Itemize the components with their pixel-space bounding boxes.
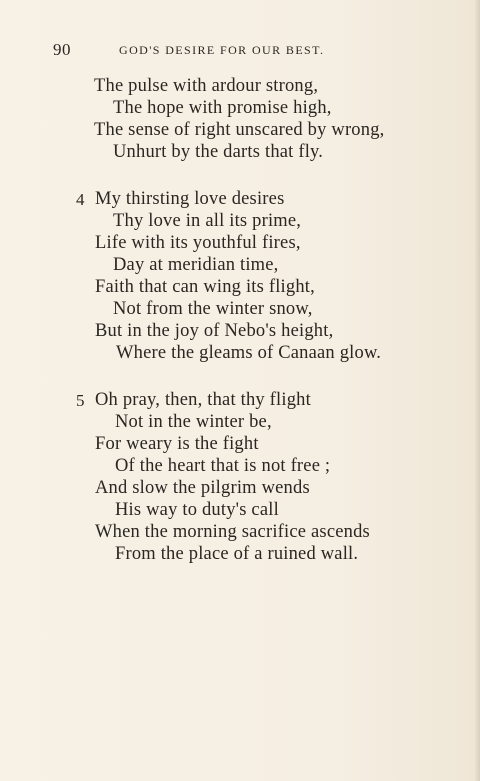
verse-line: For weary is the fight xyxy=(95,434,259,454)
verse-line: Oh pray, then, that thy flight xyxy=(95,390,311,410)
verse-line: His way to duty's call xyxy=(115,500,279,520)
verse-line: Unhurt by the darts that fly. xyxy=(113,142,324,162)
verse-line: The pulse with ardour strong, xyxy=(94,76,319,96)
stanza-number: 5 xyxy=(76,391,85,410)
running-title: GOD'S DESIRE FOR OUR BEST. xyxy=(119,43,325,57)
verse-line: Not from the winter snow, xyxy=(113,299,313,319)
verse-line: Thy love in all its prime, xyxy=(113,211,302,231)
verse-line: My thirsting love desires xyxy=(95,189,285,209)
page-number: 90 xyxy=(53,40,71,59)
page-edge-shadow xyxy=(474,0,480,781)
verse-line: And slow the pilgrim wends xyxy=(95,478,310,498)
page-header xyxy=(0,40,480,60)
stanza-number: 4 xyxy=(76,190,85,209)
verse-line: Where the gleams of Canaan glow. xyxy=(116,343,382,363)
verse-line: The sense of right unscared by wrong, xyxy=(94,120,385,140)
verse-line: Faith that can wing its flight, xyxy=(95,277,315,297)
verse-line: Day at meridian time, xyxy=(113,255,279,275)
verse-line: When the morning sacrifice ascends xyxy=(95,522,370,542)
verse-line: Not in the winter be, xyxy=(115,412,272,432)
verse-line: Life with its youthful fires, xyxy=(95,233,301,253)
verse-line: But in the joy of Nebo's height, xyxy=(95,321,334,341)
verse-line: From the place of a ruined wall. xyxy=(115,544,359,564)
verse-line: The hope with promise high, xyxy=(113,98,332,118)
verse-line: Of the heart that is not free ; xyxy=(115,456,331,476)
